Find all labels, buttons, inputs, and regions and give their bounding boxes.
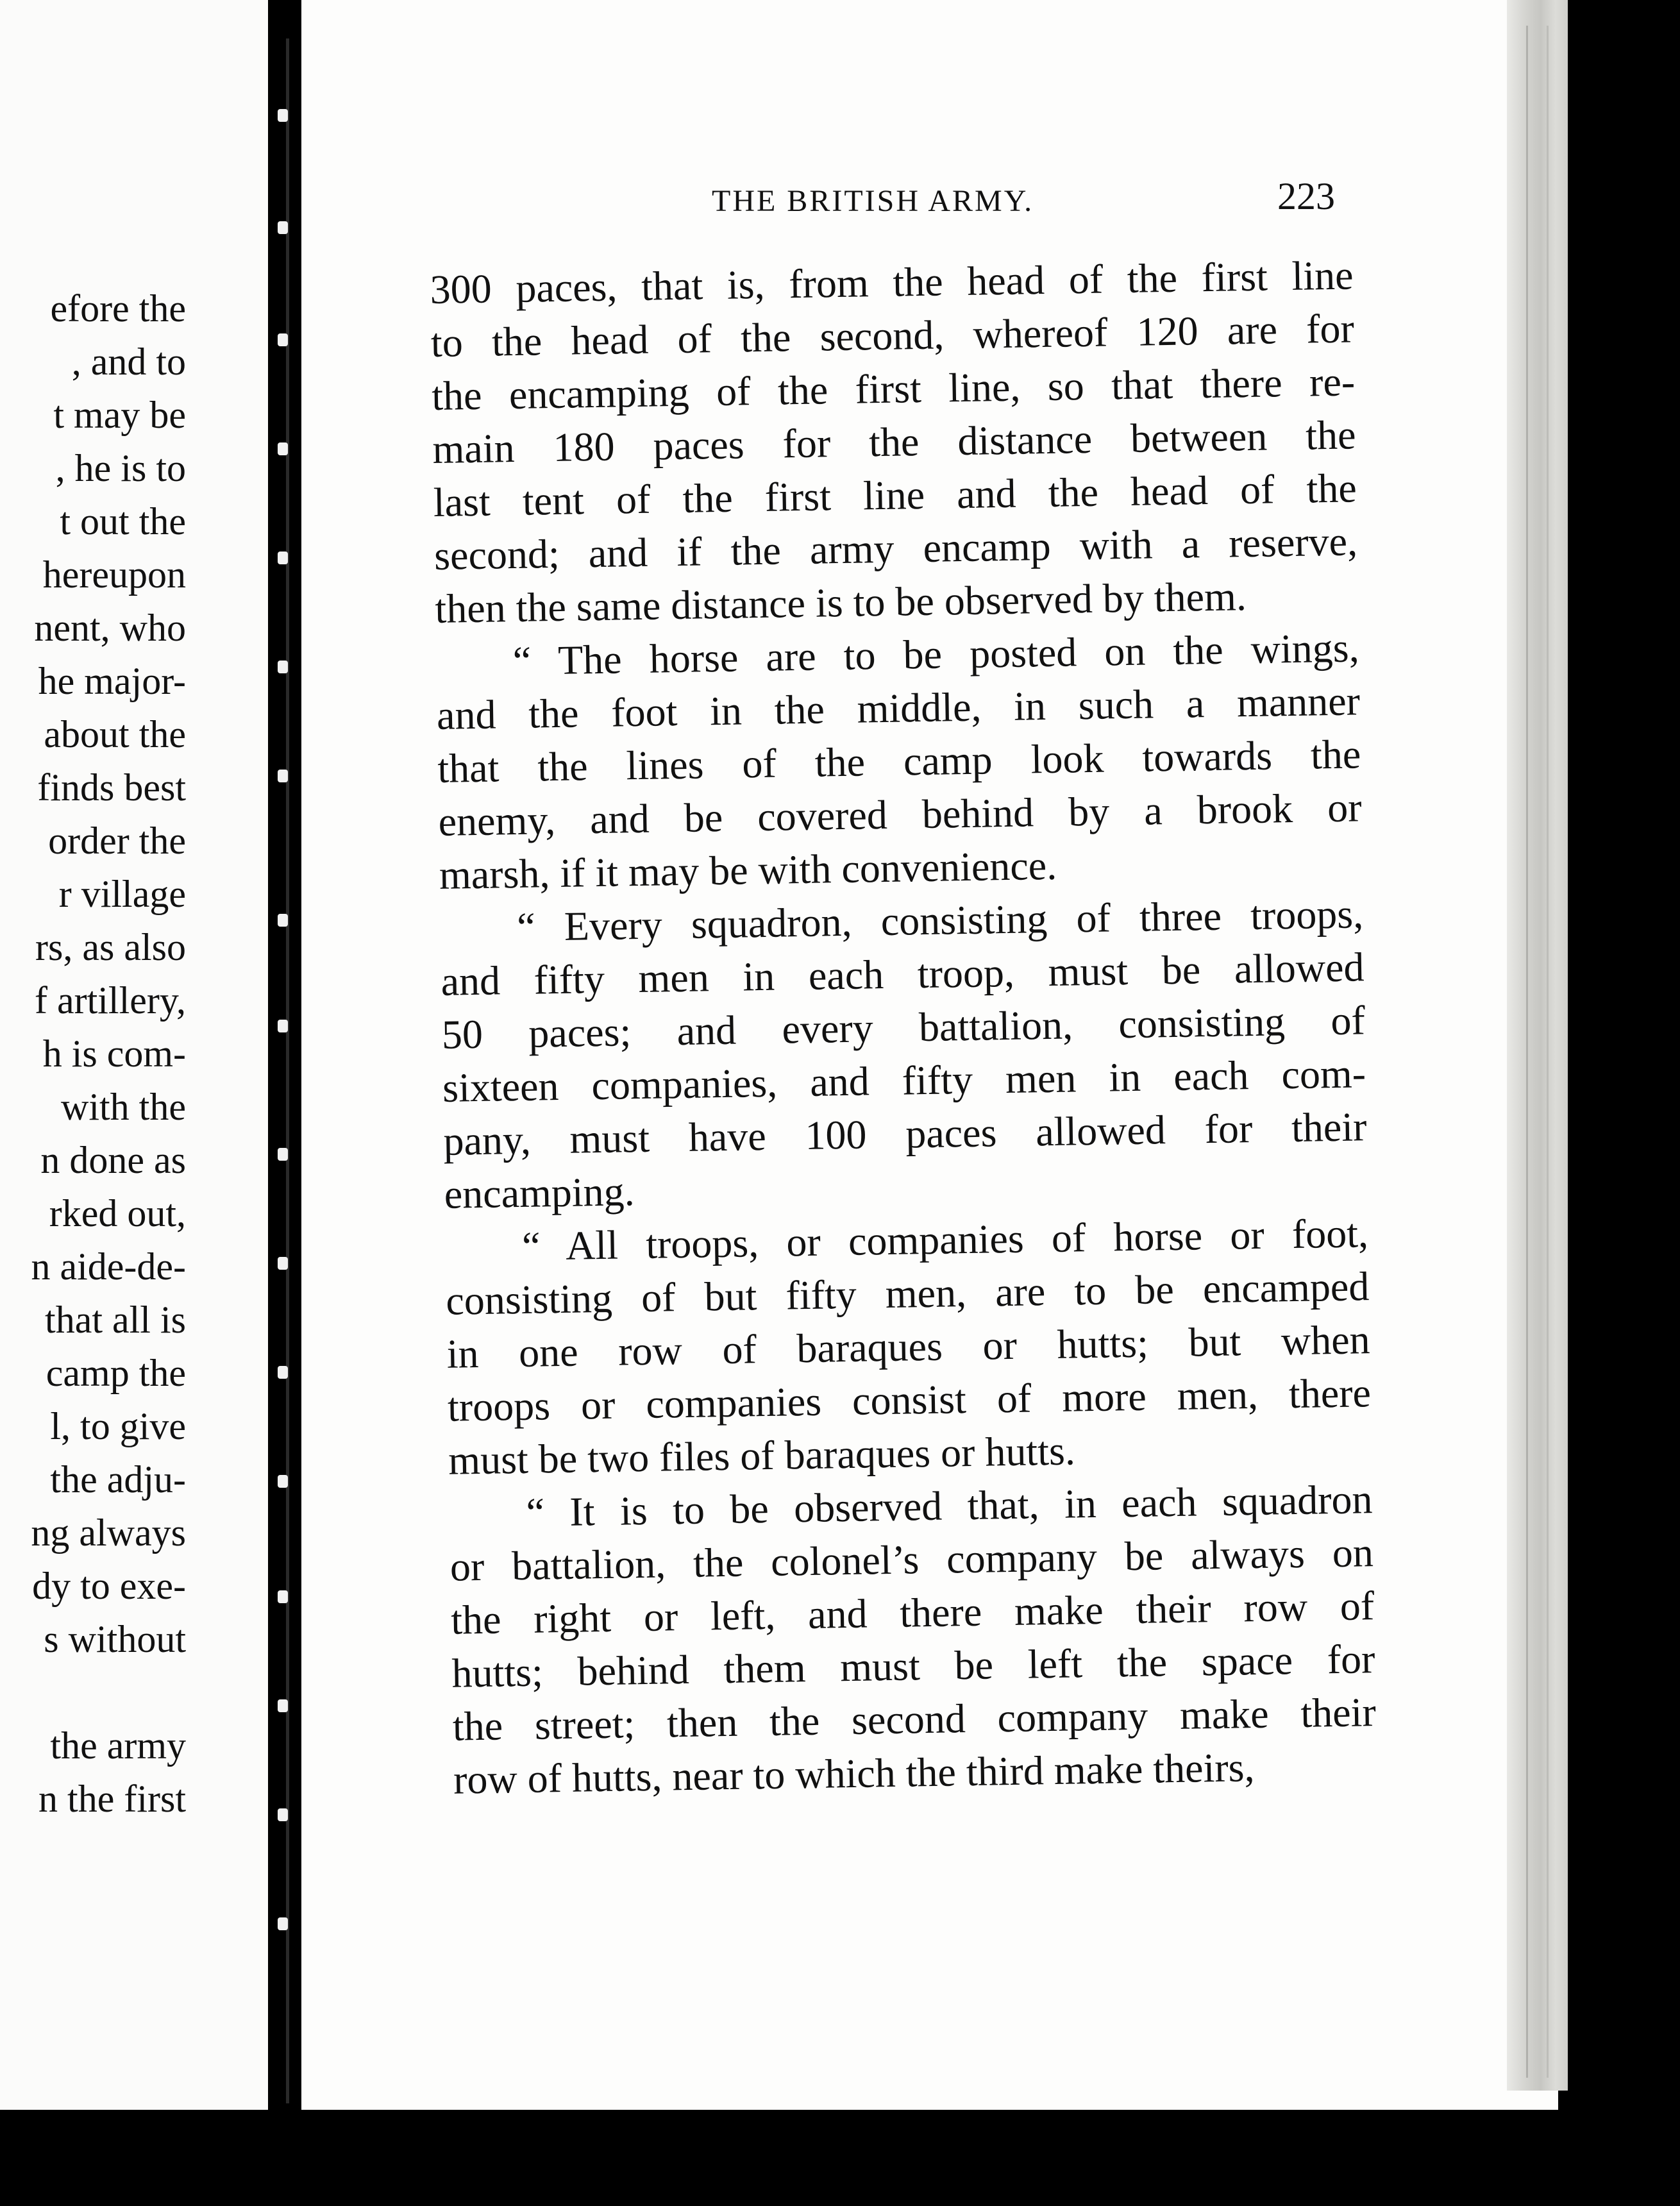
binding-stitch xyxy=(278,914,288,927)
text-line: “ All troops, or companies of horse or foot, xyxy=(521,1210,1369,1269)
facing-page-line: camp the xyxy=(46,1352,186,1394)
facing-page-left xyxy=(0,0,268,2118)
text-line: to the head of the second, whereof 120 are for xyxy=(430,305,1355,366)
binding-stitch xyxy=(278,1148,288,1161)
text-line: and fifty men in each troop, must be allowed xyxy=(441,944,1365,1004)
text-line: marsh, if it may be with convenience. xyxy=(439,842,1057,898)
facing-page-line: l, to give xyxy=(50,1405,186,1447)
facing-page-line: h is com- xyxy=(42,1032,186,1075)
page-edge-line xyxy=(1547,26,1549,2078)
facing-page-line: ng always xyxy=(31,1511,186,1554)
facing-page-line: t out the xyxy=(60,500,186,543)
binding-stitch xyxy=(278,109,288,122)
binding-stitch xyxy=(278,770,288,782)
facing-page-line xyxy=(0,1666,186,1719)
text-line: troops or companies consist of more men, there xyxy=(447,1370,1372,1430)
text-line: last tent of the first line and the head of the xyxy=(433,465,1357,525)
text-line: the street; then the second company make their xyxy=(452,1689,1377,1749)
facing-page-line: that all is xyxy=(45,1299,186,1341)
text-line: then the same distance is to be observed by them. xyxy=(434,573,1247,632)
binding-line xyxy=(286,38,289,2103)
facing-page-line: the adju- xyxy=(50,1458,186,1501)
facing-page-line: order the xyxy=(48,820,186,862)
running-header: THE BRITISH ARMY. xyxy=(712,184,1034,218)
text-line: 50 paces; and every battalion, consisting of xyxy=(441,997,1366,1057)
binding-stitch xyxy=(278,1917,288,1930)
facing-page-line: n done as xyxy=(40,1139,186,1181)
page-body xyxy=(430,248,1377,1806)
text-line: the right or left, and there make their row of xyxy=(450,1583,1375,1643)
binding-stitch xyxy=(278,1808,288,1821)
facing-page-line: nent, who xyxy=(34,607,186,649)
facing-page-line: s without xyxy=(44,1618,186,1660)
facing-page-line: efore the xyxy=(50,287,186,330)
binding-stitch xyxy=(278,1699,288,1712)
facing-page-line: dy to exe- xyxy=(32,1565,186,1607)
facing-page-line: hereupon xyxy=(42,553,186,596)
text-line: or battalion, the colonel’s company be always on xyxy=(449,1529,1374,1590)
binding-stitch xyxy=(278,221,288,234)
text-line: must be two files of baraques or hutts. xyxy=(448,1427,1076,1483)
facing-page-line: t may be xyxy=(53,394,186,436)
text-line: sixteen companies, and fifty men in each com- xyxy=(442,1050,1366,1111)
text-line: main 180 paces for the distance between the xyxy=(432,412,1356,472)
paragraph xyxy=(430,248,1359,636)
binding-stitch xyxy=(278,1257,288,1270)
text-line: 300 paces, that is, from the head of the first line xyxy=(430,252,1354,312)
text-line: “ The horse are to be posted on the wings, xyxy=(512,625,1360,684)
binding-stitch xyxy=(278,333,288,346)
binding-stitch xyxy=(278,661,288,673)
text-line: in one row of baraques or hutts; but when xyxy=(446,1317,1371,1377)
facing-page-line: finds best xyxy=(37,766,186,809)
facing-page-line: n aide-de- xyxy=(31,1245,186,1288)
facing-page-line: r village xyxy=(58,873,186,915)
text-line: that the lines of the camp look towards the xyxy=(437,731,1361,791)
scan-background-bottom xyxy=(0,2110,1680,2206)
facing-page-line: he major- xyxy=(38,660,186,702)
binding-stitch xyxy=(278,1475,288,1488)
text-line: hutts; behind them must be left the space for xyxy=(451,1636,1375,1696)
text-line: enemy, and be covered behind by a brook or xyxy=(438,784,1363,845)
text-line: second; and if the army encamp with a reserve, xyxy=(433,518,1358,578)
text-line: the encamping of the first line, so that there re- xyxy=(431,358,1356,419)
binding-stitch xyxy=(278,1590,288,1603)
page-number: 223 xyxy=(1277,175,1335,217)
page-edge-line xyxy=(1526,26,1528,2078)
binding-stitch xyxy=(278,1020,288,1032)
binding-stitch xyxy=(278,442,288,455)
facing-page-line: n the first xyxy=(38,1778,186,1820)
facing-page-line: with the xyxy=(61,1086,186,1128)
text-line: and the foot in the middle, in such a manner xyxy=(436,678,1361,738)
page-block-edge xyxy=(1507,0,1568,2091)
paragraph xyxy=(444,1206,1372,1487)
text-line: encamping. xyxy=(444,1168,635,1217)
facing-page-line: rked out, xyxy=(49,1192,186,1234)
facing-page-line: , and to xyxy=(71,341,186,383)
text-line: “ Every squadron, consisting of three troops, xyxy=(516,891,1364,950)
scan-background-right xyxy=(1568,0,1680,2206)
facing-page-line: the army xyxy=(50,1724,186,1767)
facing-page-line: about the xyxy=(44,713,186,755)
facing-page-line: , he is to xyxy=(55,447,186,489)
text-line: row of hutts, near to which the third make theirs, xyxy=(453,1744,1256,1803)
text-line: pany, must have 100 paces allowed for their xyxy=(442,1104,1367,1164)
binding-stitch xyxy=(278,1366,288,1379)
facing-page-text xyxy=(0,282,186,1826)
binding-stitch xyxy=(278,552,288,564)
text-line: consisting of but fifty men, are to be encamped xyxy=(445,1263,1370,1324)
facing-page-line: f artillery, xyxy=(35,979,186,1022)
facing-page-line: rs, as also xyxy=(35,926,186,968)
text-line: “ It is to be observed that, in each squadron xyxy=(526,1476,1373,1535)
paragraph xyxy=(449,1472,1377,1806)
paragraph xyxy=(435,621,1363,902)
paragraph xyxy=(440,887,1368,1221)
